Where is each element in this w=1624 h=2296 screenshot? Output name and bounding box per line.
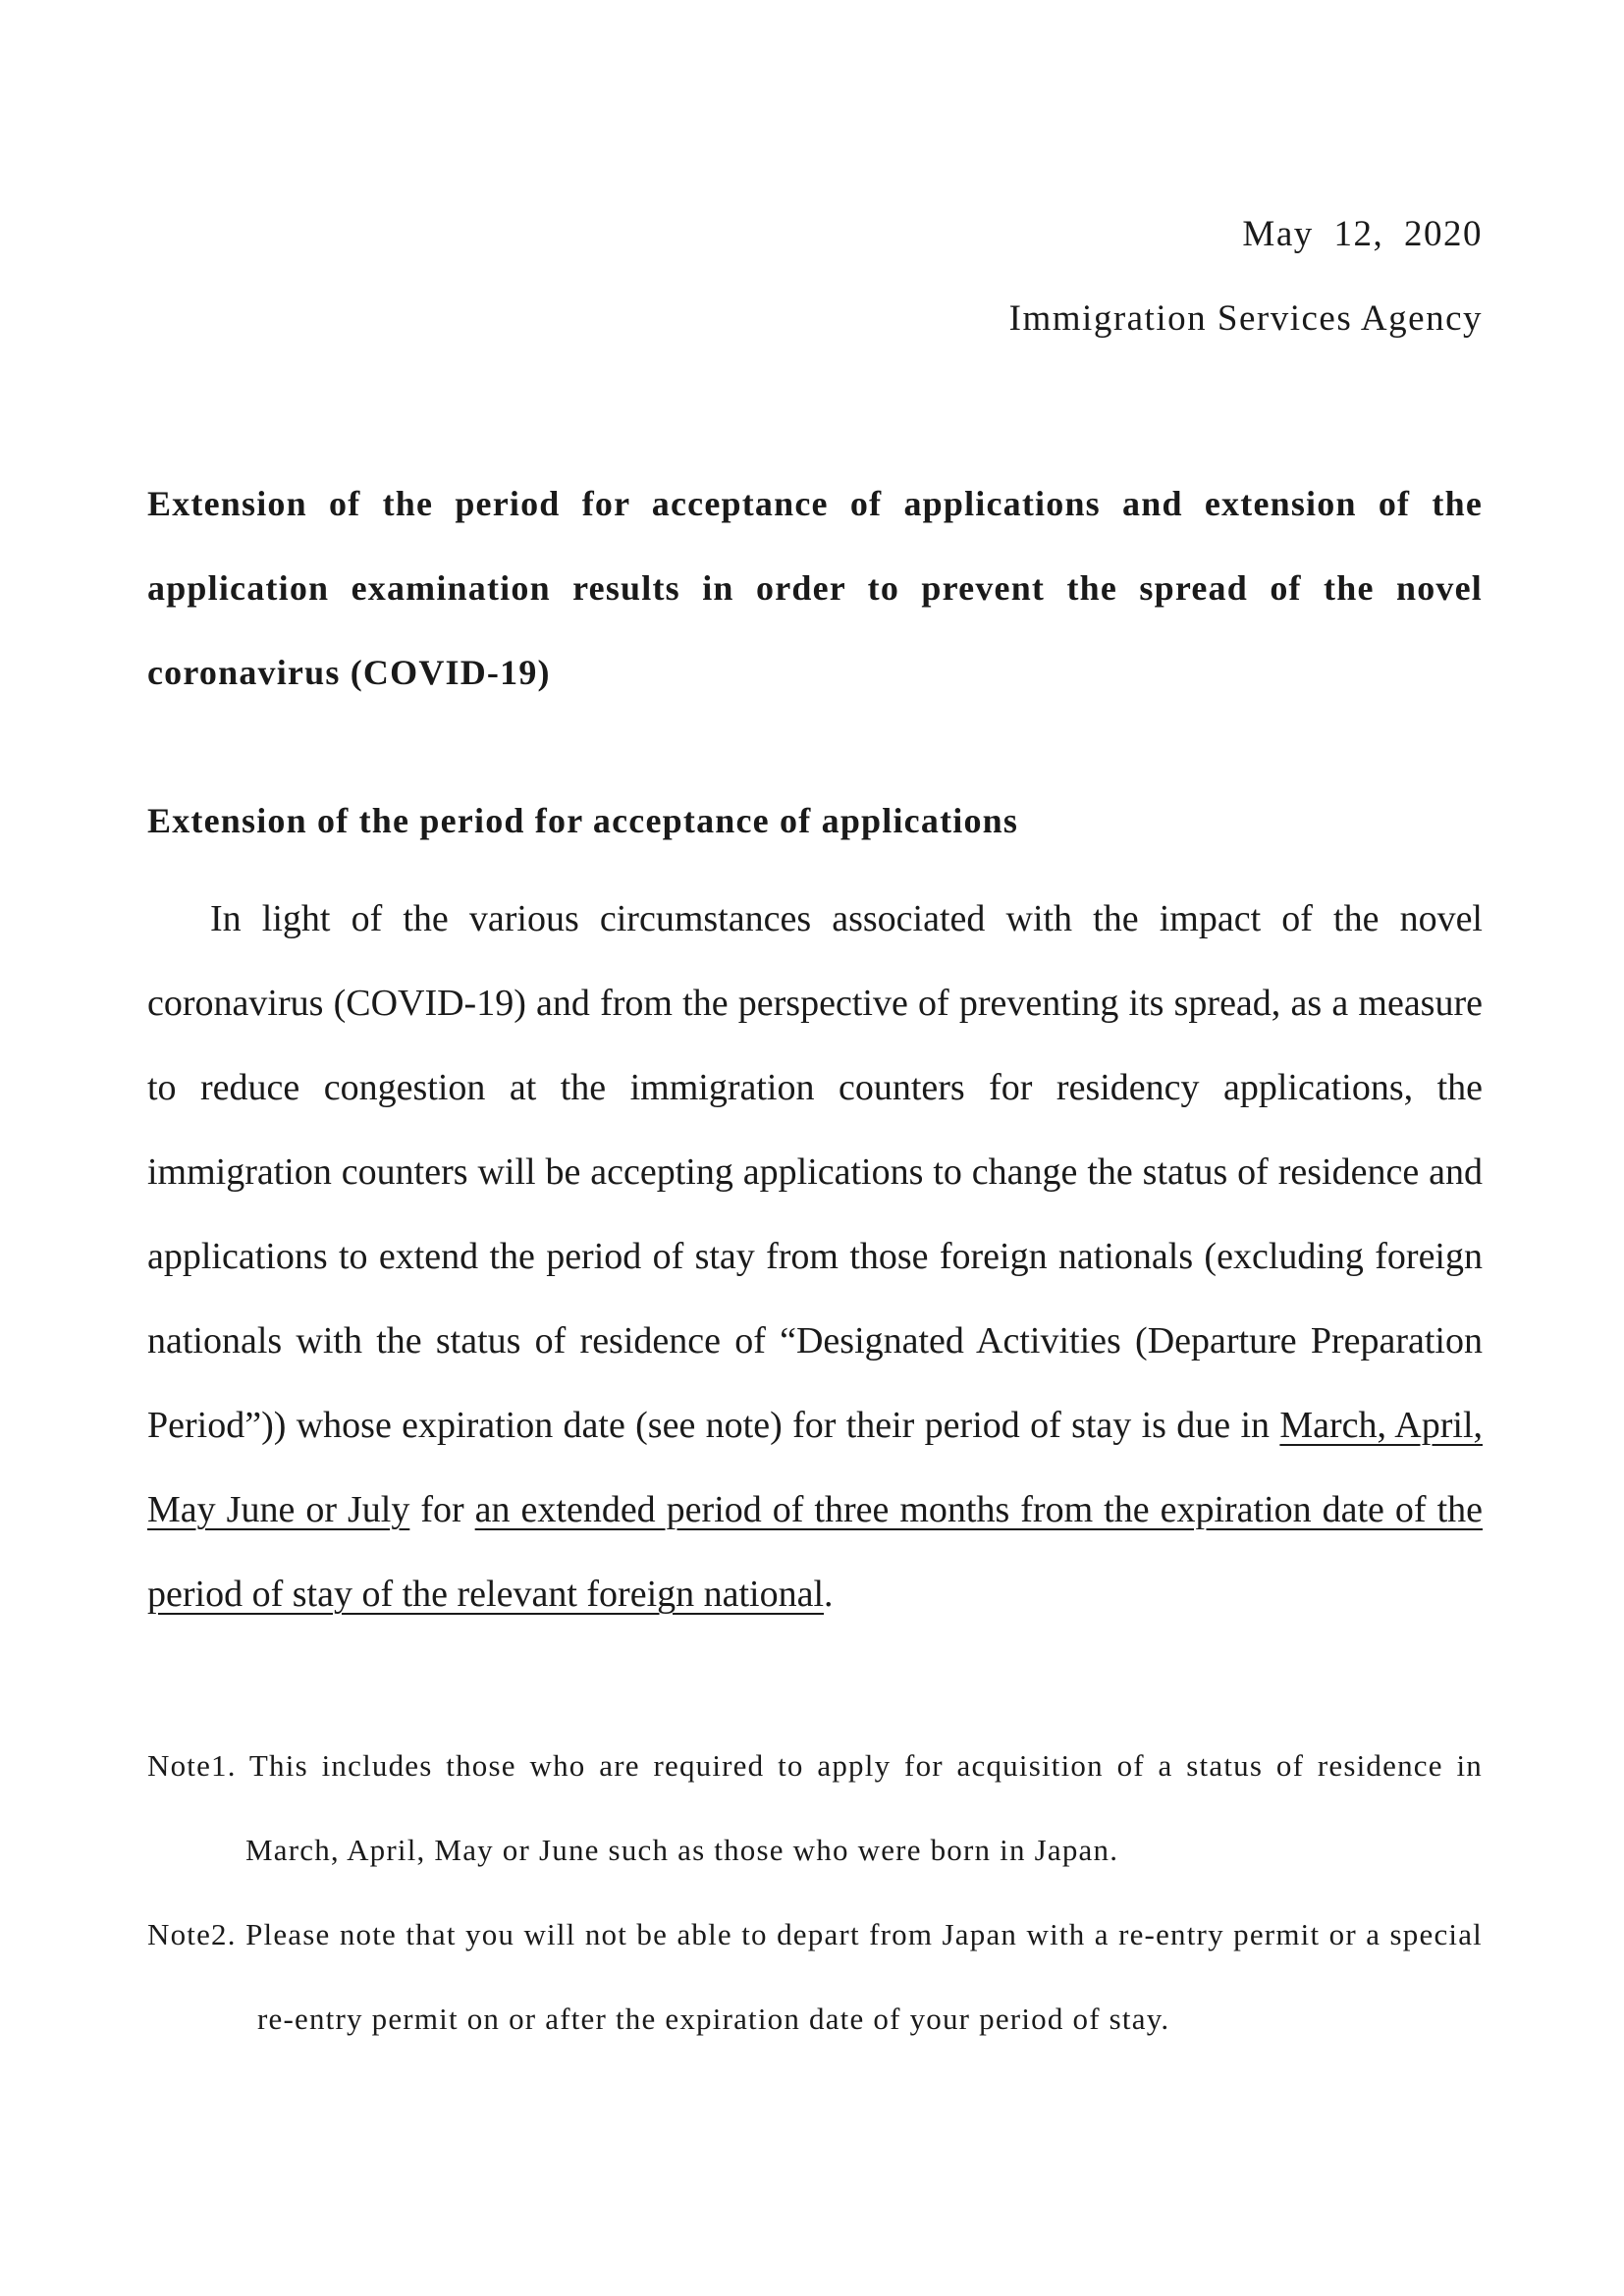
paragraph-text-part1: In light of the various circumstances associated with the impact of the novel coronavirus (COVID-19) and from the perspective of preventing its spread, as a measure to reduce congestion at the immigration counters for residency applications, the immigration counters will be accepting applications to change the status of residence and applications to extend the period of stay from those foreign nationals (excluding foreign nationals with the status of residence of “Designated Activities (Departure Preparation Period”)) whose expiration date (see note) for their period of stay is due in — [147, 898, 1483, 1446]
section-heading: Extension of the period for acceptance of applications — [147, 801, 1019, 840]
paragraph-text-part3: . — [824, 1574, 834, 1615]
document-title: Extension of the period for acceptance of applications and extension of the application examination results in order to prevent the spread of the novel coronavirus (COVID-19) — [147, 484, 1483, 692]
note-1-text: This includes those who are required to apply for acquisition of a status of residence in March, April, May or June such as those who were born in Japan. — [245, 1748, 1483, 1867]
underlined-extension-period: an extended period of three months from the expiration date of the period of stay of the relevant foreign national — [147, 1489, 1484, 1615]
note-1 — [147, 1724, 1483, 1893]
note-1-label: Note1. — [147, 1748, 249, 1783]
note-2 — [147, 1893, 1483, 2061]
note-2-label: Note2. — [147, 1917, 246, 1951]
paragraph-text-part2: for — [409, 1489, 475, 1530]
document-date: May 12, 2020 — [1242, 214, 1483, 254]
note-2-text: Please note that you will not be able to depart from Japan with a re-entry permit or a special re-entry permit on or after the expiration date of your period of stay. — [245, 1917, 1483, 2036]
issuing-agency: Immigration Services Agency — [1008, 298, 1483, 339]
section-paragraph — [147, 877, 1483, 1636]
underlined-months: March, April, May June or July — [147, 1405, 1483, 1530]
